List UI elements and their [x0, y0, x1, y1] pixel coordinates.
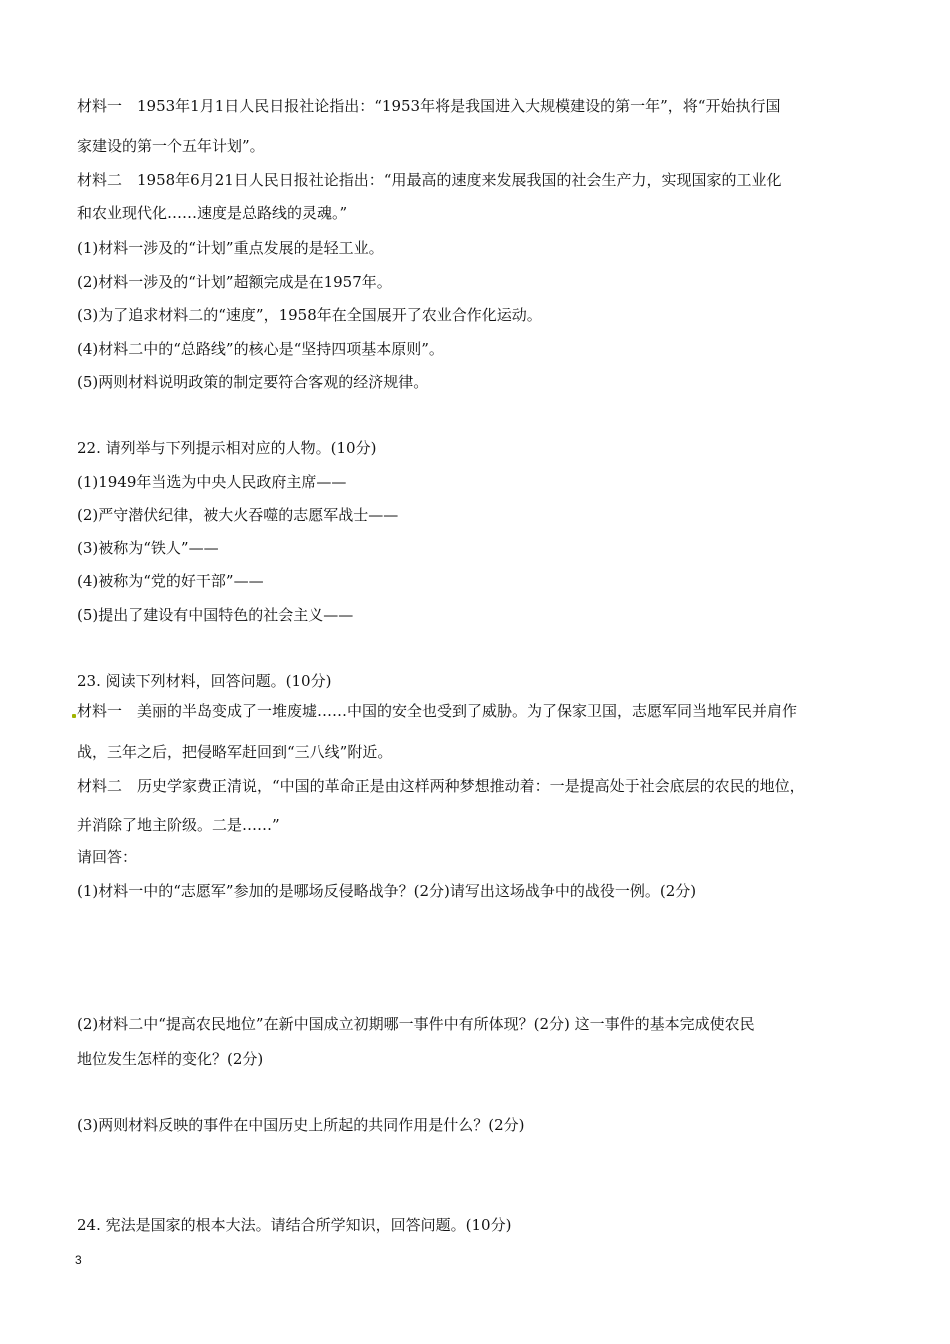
q21-material-2-line-2: 和农业现代化……速度是总路线的灵魂。” — [77, 204, 348, 222]
page-number: 3 — [75, 1253, 82, 1267]
q22-item: (2)严守潜伏纪律，被大火吞噬的志愿军战士—— — [77, 506, 399, 524]
q21-statement: (4)材料二中的“总路线”的核心是“坚持四项基本原则”。 — [77, 340, 444, 358]
q23-material-1-line-2: 战，三年之后，把侵略军赶回到“三八线”附近。 — [77, 743, 393, 761]
q21-statement: (3)为了追求材料二的“速度”，1958年在全国展开了农业合作化运动。 — [77, 306, 542, 324]
q21-material-1-line-1: 材料一 1953年1月1日人民日报社论指出：“1953年将是我国进入大规模建设的第一年”，将“开始执行国 — [77, 97, 781, 115]
q22-item: (5)提出了建设有中国特色的社会主义—— — [77, 606, 354, 624]
q22-title: 22. 请列举与下列提示相对应的人物。(10分) — [77, 439, 377, 457]
edit-mark — [72, 714, 76, 718]
q23-material-1-line-1: 材料一 美丽的半岛变成了一堆废墟……中国的安全也受到了威胁。为了保家卫国，志愿军同当地军民并肩作 — [77, 702, 798, 720]
q23-question-1: (1)材料一中的“志愿军”参加的是哪场反侵略战争？(2分)请写出这场战争中的战役一例。(2分) — [77, 882, 697, 900]
q23-prompt: 请回答： — [77, 848, 138, 866]
q21-material-2-line-1: 材料二 1958年6月21日人民日报社论指出：“用最高的速度来发展我国的社会生产力，实现国家的工业化 — [77, 171, 782, 189]
q23-title: 23. 阅读下列材料，回答问题。(10分) — [77, 672, 332, 690]
q23-material-2-line-1: 材料二 历史学家费正清说，“中国的革命正是由这样两种梦想推动着：一是提高处于社会底层的农民的地位， — [77, 777, 805, 795]
q24-title: 24. 宪法是国家的根本大法。请结合所学知识，回答问题。(10分) — [77, 1216, 512, 1234]
q22-item: (3)被称为“铁人”—— — [77, 539, 219, 557]
q23-question-2-line-2: 地位发生怎样的变化？(2分) — [77, 1050, 264, 1068]
q22-item: (4)被称为“党的好干部”—— — [77, 572, 264, 590]
q21-statement: (2)材料一涉及的“计划”超额完成是在1957年。 — [77, 273, 392, 291]
q21-statement: (5)两则材料说明政策的制定要符合客观的经济规律。 — [77, 373, 429, 391]
q22-item: (1)1949年当选为中央人民政府主席—— — [77, 473, 347, 491]
q23-material-2-line-2: 并消除了地主阶级。二是……” — [77, 816, 280, 834]
q23-question-2-line-1: (2)材料二中“提高农民地位”在新中国成立初期哪一事件中有所体现？(2分) 这一事件的基本完成使农民 — [77, 1015, 755, 1033]
q21-material-1-line-2: 家建设的第一个五年计划”。 — [77, 137, 265, 155]
q23-question-3: (3)两则材料反映的事件在中国历史上所起的共同作用是什么？(2分) — [77, 1116, 525, 1134]
q21-statement: (1)材料一涉及的“计划”重点发展的是轻工业。 — [77, 239, 384, 257]
